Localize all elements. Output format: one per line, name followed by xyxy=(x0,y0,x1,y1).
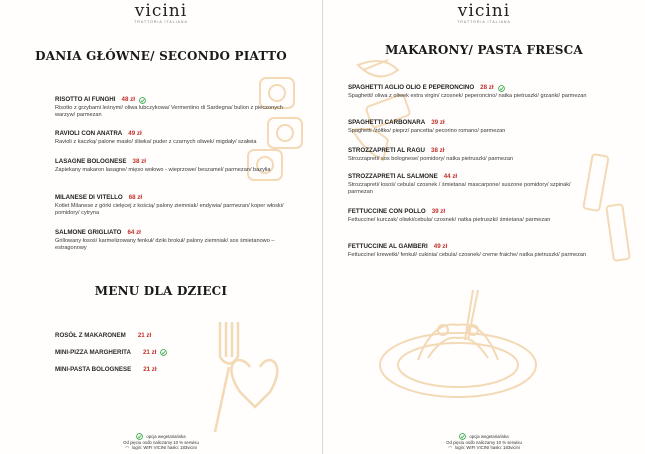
wifi-icon: ◠ xyxy=(448,445,452,451)
item-price: 64 zł xyxy=(127,229,141,236)
menu-footer xyxy=(323,433,645,451)
item-description: Strozzapreti/ łosoś/ cebula/ czosnek / śmietana/ mascarpone/ suszone pomidory/ szpinak/ parmezan xyxy=(348,182,571,196)
vegetarian-icon xyxy=(160,349,167,356)
item-description: Fettuccine/ kurczak/ oliwki/cebula/ czosnek/ natka pietruszki/ śmietana/ parmezan xyxy=(348,217,551,223)
kids-item xyxy=(55,332,151,339)
brand-name: vicini xyxy=(134,1,188,21)
item-name: SALMONE GRIGLIATO xyxy=(55,229,122,236)
item-price: 21 zł xyxy=(143,366,157,373)
menu-item xyxy=(348,119,588,135)
item-name: STROZZAPRETI AL RAGU xyxy=(348,147,425,154)
item-name: RAVIOLI CON ANATRA xyxy=(55,130,123,137)
menu-item xyxy=(348,84,588,100)
brand-logo xyxy=(323,2,645,25)
brand-logo xyxy=(0,2,322,25)
item-name: FETTUCCINE AL GAMBERI xyxy=(348,243,428,250)
section-heading-pasta: MAKARONY/ PASTA FRESCA xyxy=(385,43,583,57)
item-name: MINI-PIZZA MARGHERITA xyxy=(55,349,131,356)
item-description: Strozzapreti/ sos bolognese/ pomidory/ natka pietruszki/ parmezan xyxy=(348,156,514,162)
fork-heart-illustration xyxy=(180,312,290,442)
menu-item xyxy=(348,208,588,224)
item-name: SPAGHETTI AGLIO OLIO E PEPERONCINO xyxy=(348,84,475,91)
item-price: 39 zł xyxy=(431,208,446,215)
menu-item xyxy=(348,173,588,197)
vegetarian-legend: opcja wegetariańska xyxy=(469,433,509,439)
section-heading-mains: DANIA GŁÓWNE/ SECONDO PIATTO xyxy=(35,49,287,63)
service-note: Od pięciu osób naliczamy 10 % serwisu xyxy=(123,439,199,445)
menu-item xyxy=(348,243,588,259)
item-price: 28 zł xyxy=(480,84,494,91)
brand-name: vicini xyxy=(457,1,511,21)
item-name: RISOTTO AI FUNGHI xyxy=(55,96,116,103)
wifi-note: login: WIFI VICINI hasło: 183vicini xyxy=(454,445,520,451)
item-description: Zapiekany makaron lasagne/ mięso wołowo - wieprzowe/ beszamel/ parmezan/ bazylia xyxy=(55,167,271,173)
menu-footer xyxy=(0,433,322,451)
item-price: 49 zł xyxy=(433,243,448,250)
service-note: Od pięciu osób naliczamy 10 % serwisu xyxy=(446,439,522,445)
kids-item xyxy=(55,366,157,373)
menu-item xyxy=(55,158,285,174)
vegetarian-icon xyxy=(136,433,143,440)
item-price: 44 zł xyxy=(443,173,458,180)
item-name: SPAGHETTI CARBONARA xyxy=(348,119,426,126)
item-name: ROSÓŁ Z MAKARONEM xyxy=(55,332,126,339)
item-price: 21 zł xyxy=(137,332,152,339)
menu-item xyxy=(55,229,285,253)
section-heading-kids: MENU DLA DZIECI xyxy=(94,284,228,298)
item-price: 38 zł xyxy=(431,147,445,154)
menu-item xyxy=(55,96,285,120)
item-name: LASAGNE BOLOGNESE xyxy=(55,158,127,165)
menu-item xyxy=(55,194,285,218)
item-price: 48 zł xyxy=(121,96,135,103)
item-price: 39 zł xyxy=(431,119,445,126)
menu-item xyxy=(55,130,285,146)
item-price: 68 zł xyxy=(128,194,143,201)
item-price: 21 zł xyxy=(142,349,157,356)
vegetarian-icon xyxy=(139,97,146,104)
brand-tagline: TRATTORIA ITALIANA xyxy=(134,20,188,24)
item-description: Fettuccine/ krewetki/ fenkuł/ cukinia/ cebula/ czosnek/ creme fraiche/ natka pietruszki/ parmezan xyxy=(348,252,587,258)
wifi-icon: ◠ xyxy=(125,445,129,451)
spaghetti-plate-illustration xyxy=(373,280,543,405)
item-description: Risotto z grzybami leśnymi/ oliwa lubczykowa/ Vermentino di Sardegna/ bulion z pieczonych warzyw/ parmezan xyxy=(55,105,283,119)
item-description: Kotlet Milanese z górki cielęcej z kością/ palony ziemniak/ endywia/ parmezan/ koper włoski/ pomidory/ cytryna xyxy=(55,203,284,217)
item-name: STROZZAPRETI AL SALMONE xyxy=(348,173,438,180)
vegetarian-icon xyxy=(498,85,505,92)
item-description: Spaghetti/ oliwa z oliwek extra virgin/ czosnek/ peperoncino/ natka pietruszki/ grzanki/ parmezan xyxy=(348,93,587,99)
item-description: Spaghetti /żółtko/ pieprz/ pancetta/ pecorino romano/ parmezan xyxy=(348,128,506,134)
left-menu-page xyxy=(0,0,322,454)
kids-item xyxy=(55,349,167,356)
item-description: Grillowany łosoś/ karmelizowany fenkuł/ dziki brokuł/ palony ziemniak/ sos śmietanowo – estragonowy xyxy=(55,238,275,252)
item-name: MILANESE DI VITELLO xyxy=(55,194,123,201)
right-menu-page xyxy=(323,0,645,454)
vegetarian-legend: opcja wegetariańska xyxy=(146,433,186,439)
wifi-note: login: WIFI VICINI hasło: 183vicini xyxy=(131,445,197,451)
item-name: MINI-PASTA BOLOGNESE xyxy=(55,366,132,373)
brand-tagline: TRATTORIA ITALIANA xyxy=(457,20,511,24)
item-price: 49 zł xyxy=(128,130,142,137)
vegetarian-icon xyxy=(459,433,466,440)
menu-item xyxy=(348,147,588,163)
item-price: 38 zł xyxy=(132,158,146,165)
item-name: FETTUCCINE CON POLLO xyxy=(348,208,426,215)
item-description: Ravioli z kaczką/ palone masło/ śliwka/ puder z czarnych oliwek/ migdały/ szałwia xyxy=(55,139,257,145)
